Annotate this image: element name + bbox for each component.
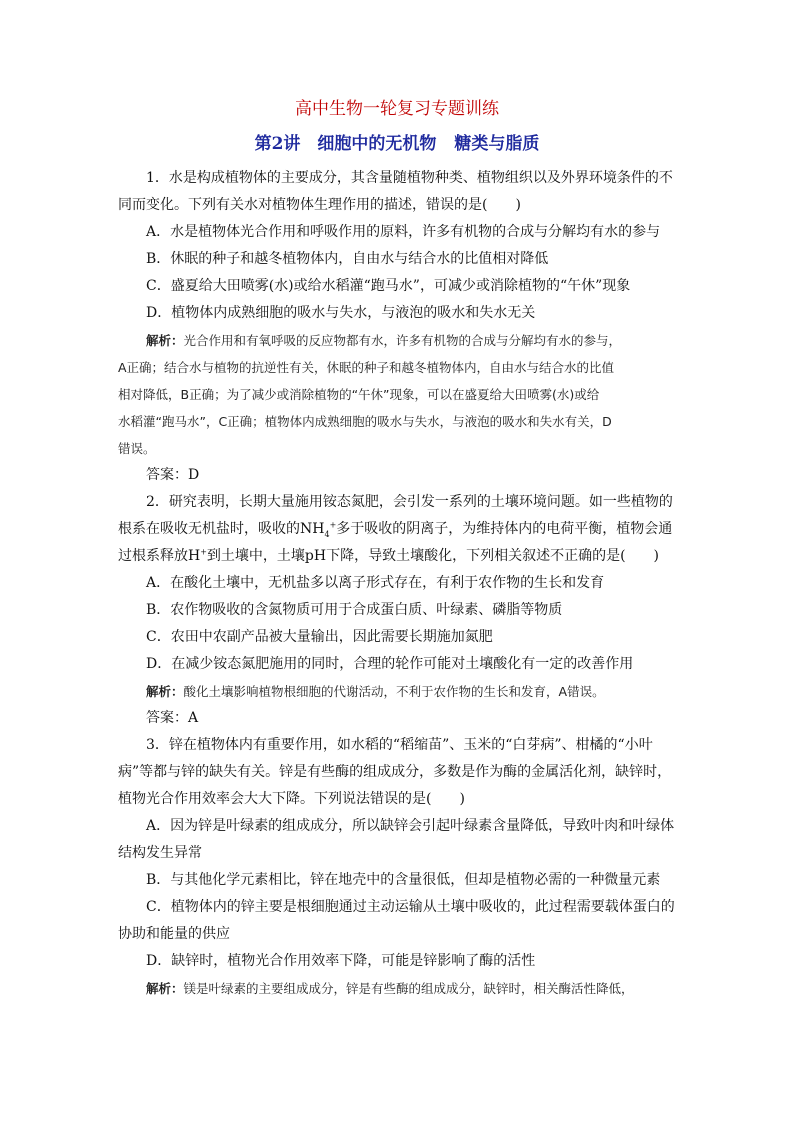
q2-ammonium-charge: + [329, 520, 337, 530]
q3-option-d: D．缺锌时，植物光合作用效率下降，可能是锌影响了酶的活性 [146, 953, 536, 969]
q1-explanation-line-3: 相对降低，B正确；为了减少或消除植物的“午休”现象，可以在盛夏给大田喷雾(水)或给 [118, 387, 600, 402]
q3-option-c-line-2: 协助和能量的供应 [118, 926, 230, 942]
q2-option-b: B．农作物吸收的含氮物质可用于合成蛋白质、叶绿素、磷脂等物质 [146, 602, 563, 618]
q2-explanation-label: 解析： [146, 684, 184, 699]
q3-stem-line-1: 3．锌在植物体内有重要作用，如水稻的“稻缩苗”、玉米的“白芽病”、柑橘的“小叶 [146, 737, 653, 753]
q3-stem-line-3: 植物光合作用效率会大大下降。下列说法错误的是( ) [118, 791, 465, 807]
q2-option-d: D．在减少铵态氮肥施用的同时，合理的轮作可能对土壤酸化有一定的改善作用 [146, 656, 634, 672]
q2-ammonium-subscript: 4 [324, 529, 330, 539]
lecture-title-main: 第2讲 细胞中的无机物 [254, 134, 437, 154]
question-2 [118, 489, 676, 732]
question-1 [118, 165, 676, 489]
q1-explanation-line-4: 水稻灌“跑马水”，C正确；植物体内成熟细胞的吸水与失水，与液泡的吸水和失水有关，D [118, 414, 612, 429]
q3-option-b: B．与其他化学元素相比，锌在地壳中的含量很低，但却是植物必需的一种微量元素 [146, 872, 661, 888]
q2-stem-line-3: 过根系释放H+到土壤中，土壤pH下降，导致土壤酸化，下列相关叙述不正确的是( ) [118, 547, 660, 564]
lecture-title-sub: 糖类与脂质 [454, 134, 540, 154]
q3-stem-line-2: 病”等都与锌的缺失有关。锌是有些酶的组成成分，多数是作为酶的金属活化剂，缺锌时， [118, 764, 672, 780]
q2-stem-line-1: 2．研究表明，长期大量施用铵态氮肥，会引发一系列的土壤环境问题。如一些植物的 [146, 494, 673, 510]
q2-option-a: A．在酸化土壤中，无机盐多以离子形式存在，有利于农作物的生长和发育 [146, 575, 605, 591]
q1-option-c: C．盛夏给大田喷雾(水)或给水稻灌“跑马水”，可减少或消除植物的“午休”现象 [146, 278, 631, 294]
lecture-title [0, 133, 794, 155]
q3-option-c-line-1: C．植物体内的锌主要是根细胞通过主动运输从土壤中吸收的，此过程需要载体蛋白的 [146, 899, 675, 915]
q1-stem-line-2: 同而变化。下列有关水对植物体生理作用的描述，错误的是( ) [118, 197, 521, 213]
q1-explanation-label: 解析： [146, 333, 184, 348]
q1-answer: 答案：D [146, 467, 200, 483]
q3-explanation: 解析：镁是叶绿素的主要组成成分，锌是有些酶的组成成分，缺锌时，相关酶活性降低， [146, 981, 634, 996]
q2-explanation: 解析：酸化土壤影响植物根细胞的代谢活动，不利于农作物的生长和发育，A错误。 [146, 684, 605, 699]
q1-option-d: D．植物体内成熟细胞的吸水与失水，与液泡的吸水和失水无关 [146, 305, 536, 321]
q1-explanation-line-2: A正确；结合水与植物的抗逆性有关，休眠的种子和越冬植物体内，自由水与结合水的比值 [118, 360, 615, 375]
q2-option-c: C．农田中农副产品被大量输出，因此需要长期施加氮肥 [146, 629, 493, 645]
q3-option-a-line-2: 结构发生异常 [118, 845, 202, 861]
q1-stem-line-1: 1．水是构成植物体的主要成分，其含量随植物种类、植物组织以及外界环境条件的不 [146, 170, 673, 186]
question-3 [118, 732, 676, 1002]
q2-hydrogen-charge: + [200, 547, 207, 557]
q2-stem-line-2: 根系在吸收无机盐时，吸收的$NH_4^+$多于吸收的阴离子，为维持体内的电荷平衡，植物会通 [118, 520, 673, 539]
q1-explanation-line-1: 解析：光合作用和有氧呼吸的反应物都有水，许多有机物的合成与分解均有水的参与， [146, 333, 622, 348]
series-title: 高中生物一轮复习专题训练 [295, 99, 499, 119]
q3-option-a-line-1: A．因为锌是叶绿素的组成成分，所以缺锌会引起叶绿素含量降低，导致叶肉和叶绿体 [146, 818, 675, 834]
q1-option-b: B．休眠的种子和越冬植物体内，自由水与结合水的比值相对降低 [146, 251, 549, 267]
q1-explanation-line-5: 错误。 [118, 441, 156, 456]
q3-explanation-label: 解析： [146, 981, 184, 996]
q2-answer: 答案：A [146, 710, 199, 726]
q1-option-a: A．水是植物体光合作用和呼吸作用的原料，许多有机物的合成与分解均有水的参与 [146, 224, 661, 240]
